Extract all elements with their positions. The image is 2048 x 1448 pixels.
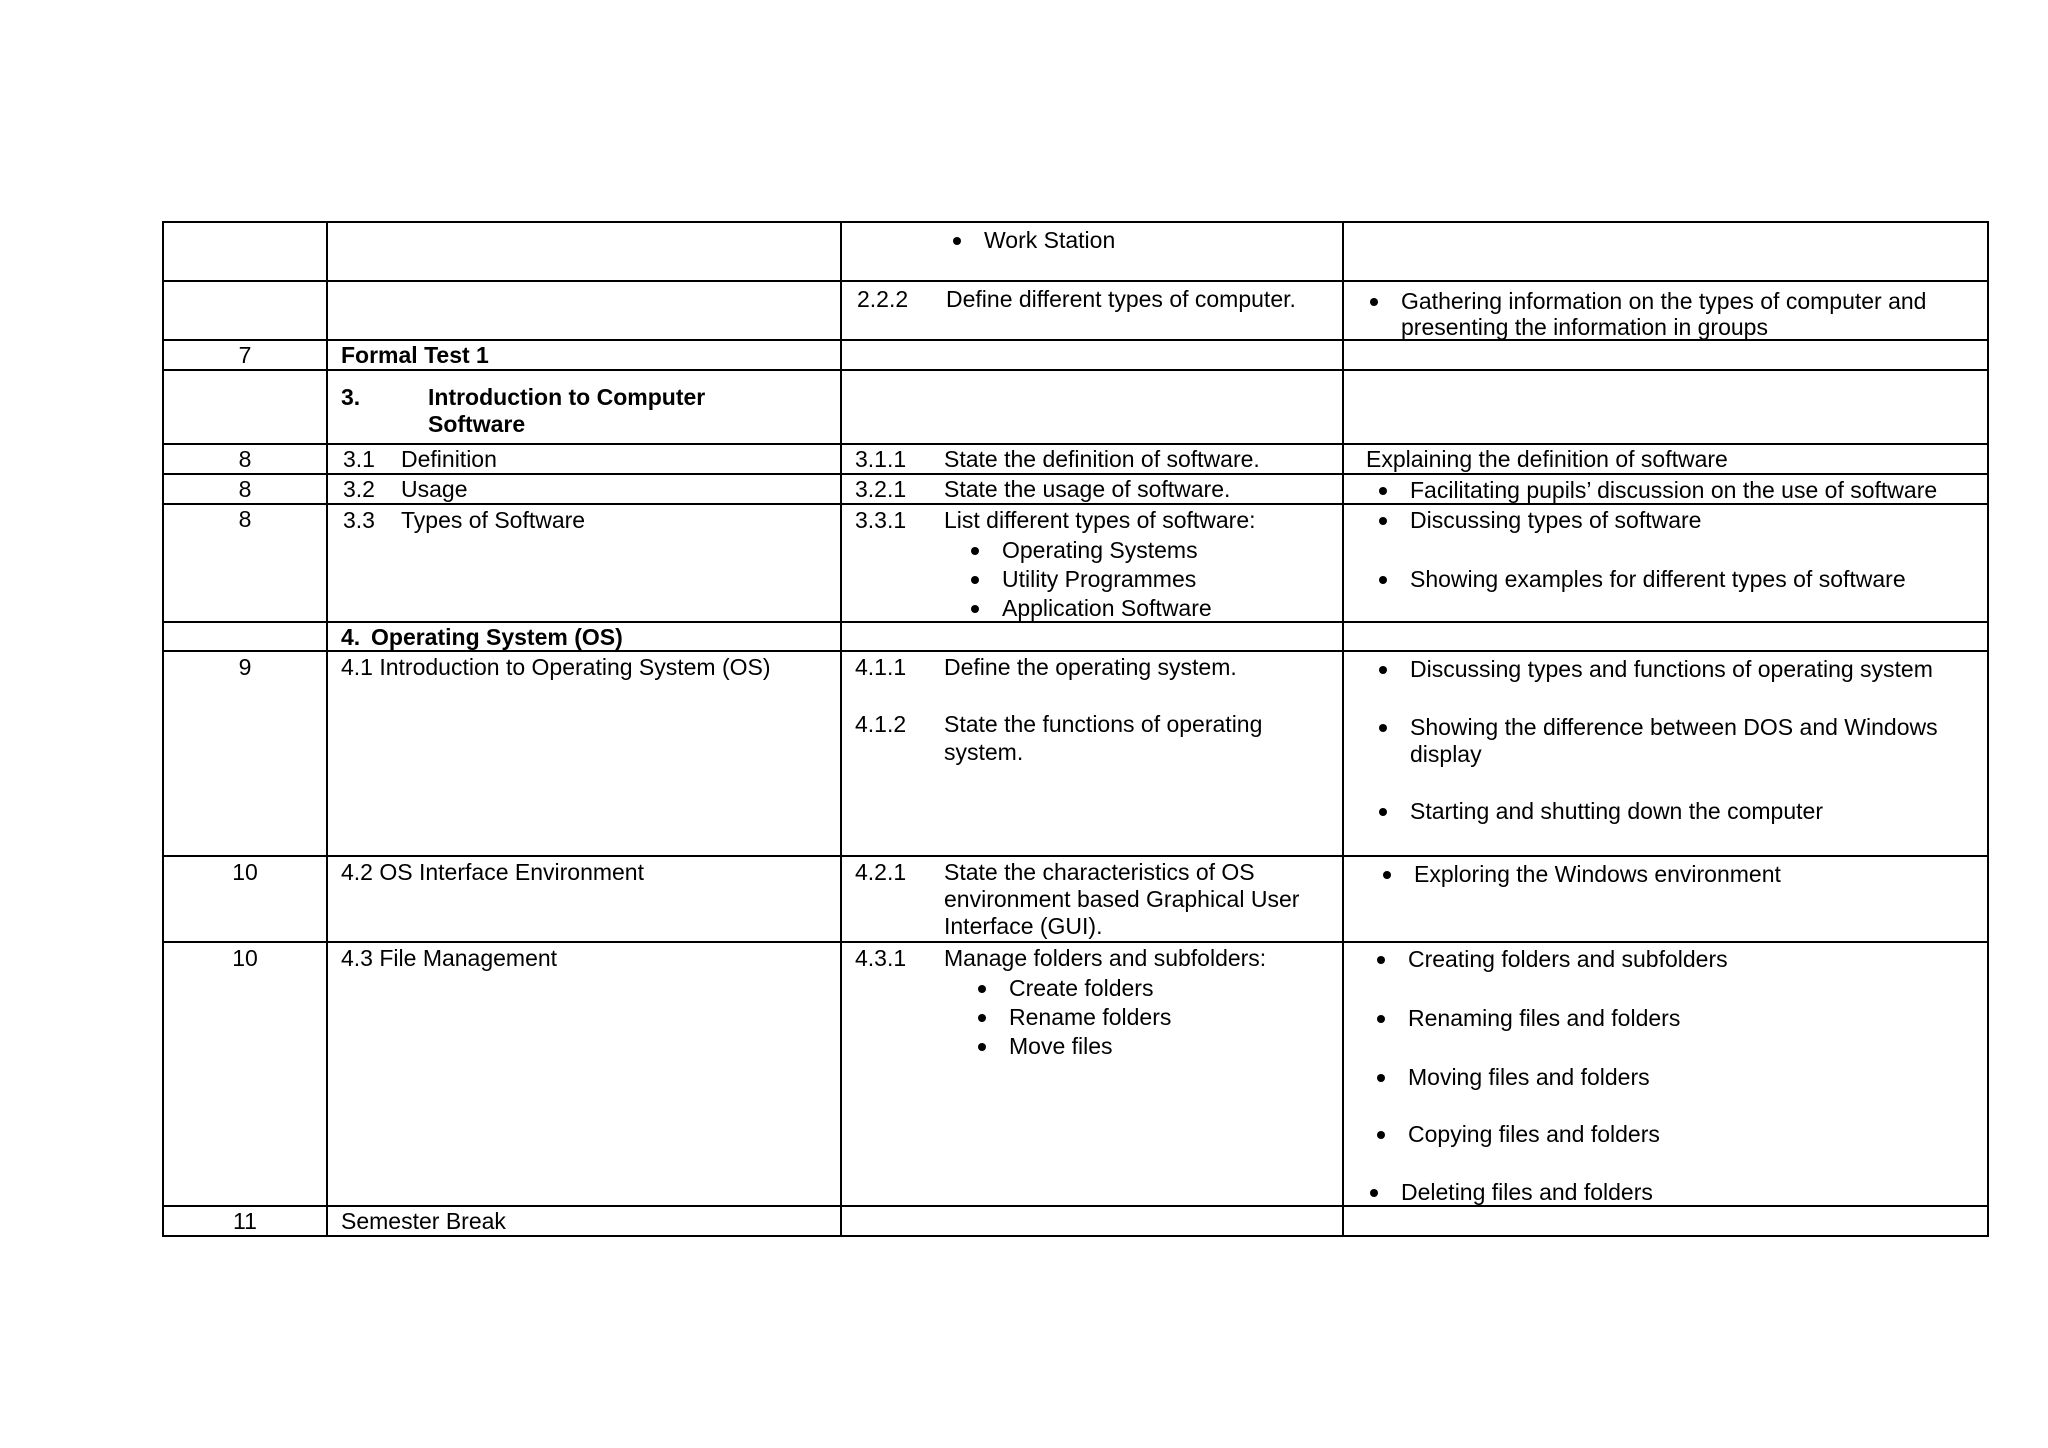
outcome-text: Define the operating system.	[944, 654, 1237, 680]
topic-cell	[327, 474, 841, 504]
outcome-text: State the functions of operating	[944, 711, 1263, 737]
week-number: 8	[238, 476, 252, 502]
topic-text: 4.2 OS Interface Environment	[341, 859, 644, 885]
topic-cell	[327, 444, 841, 474]
outcome-cell	[841, 370, 1343, 444]
topic-cell	[327, 340, 841, 370]
outcome-text: Define different types of computer.	[946, 286, 1296, 312]
table-row	[163, 622, 1988, 651]
activity-cell	[1343, 622, 1988, 651]
outcome-cell	[841, 622, 1343, 651]
activity-cell	[1343, 370, 1988, 444]
activity-bullet: Discussing types and functions of operating system	[1410, 656, 1933, 682]
activity-bullet: Moving files and folders	[1408, 1064, 1650, 1090]
activity-cell	[1343, 281, 1988, 340]
topic-cell	[327, 370, 841, 444]
outcome-bullet: Application Software	[1002, 595, 1212, 621]
activity-cell	[1343, 222, 1988, 281]
outcome-number: 3.3.1	[855, 507, 907, 533]
outcome-cell	[841, 856, 1343, 942]
outcome-number: 4.1.1	[855, 654, 907, 680]
outcome-bullet: Move files	[1009, 1033, 1113, 1059]
activity-bullet: Copying files and folders	[1408, 1121, 1660, 1147]
outcome-bullet: Utility Programmes	[1002, 566, 1197, 592]
activity-text: display	[1410, 741, 1482, 767]
topic-cell	[327, 856, 841, 942]
outcome-number: 4.2.1	[855, 859, 907, 885]
table-row	[163, 340, 1988, 370]
outcome-cell	[841, 504, 1343, 622]
activity-cell	[1343, 651, 1988, 856]
week-number: 7	[238, 342, 252, 368]
table-row	[163, 1206, 1988, 1236]
activity-cell	[1343, 474, 1988, 504]
activity-bullet: Gathering information on the types of computer and	[1401, 288, 1927, 314]
topic-text: Usage	[401, 476, 468, 502]
week-cell	[163, 281, 327, 340]
activity-text: presenting the information in groups	[1401, 314, 1768, 340]
outcome-text: State the characteristics of OS	[944, 859, 1255, 885]
week-number: 8	[238, 506, 252, 532]
activity-bullet: Exploring the Windows environment	[1414, 861, 1781, 887]
outcome-text: State the definition of software.	[944, 446, 1260, 472]
week-cell	[163, 474, 327, 504]
table-row	[163, 942, 1988, 1206]
topic-cell	[327, 1206, 841, 1236]
week-number: 9	[238, 654, 252, 680]
outcome-cell	[841, 222, 1343, 281]
activity-cell	[1343, 856, 1988, 942]
outcome-cell	[841, 444, 1343, 474]
topic-number: 3.	[341, 384, 361, 410]
week-cell	[163, 942, 327, 1206]
week-cell	[163, 504, 327, 622]
outcome-cell	[841, 651, 1343, 856]
outcome-cell	[841, 281, 1343, 340]
activity-bullet: Starting and shutting down the computer	[1410, 798, 1823, 824]
outcome-cell	[841, 942, 1343, 1206]
table-row	[163, 651, 1988, 856]
table-row	[163, 370, 1988, 444]
activity-cell	[1343, 1206, 1988, 1236]
week-cell	[163, 856, 327, 942]
topic-heading: Introduction to Computer	[428, 384, 706, 410]
topic-number: 4.	[341, 624, 361, 650]
topic-text: Types of Software	[401, 507, 586, 533]
table-row	[163, 222, 1988, 281]
outcome-cell	[841, 340, 1343, 370]
topic-text: Semester Break	[341, 1208, 506, 1234]
outcome-bullet: Work Station	[984, 227, 1116, 253]
week-number: 10	[232, 945, 258, 971]
topic-number: 3.2	[343, 476, 375, 502]
topic-text: 4.1 Introduction to Operating System (OS)	[341, 654, 771, 680]
topic-heading: Software	[428, 411, 526, 437]
topic-heading: Operating System (OS)	[371, 624, 623, 650]
topic-text: Formal Test 1	[341, 342, 489, 368]
activity-bullet: Creating folders and subfolders	[1408, 946, 1728, 972]
activity-cell	[1343, 942, 1988, 1206]
topic-cell	[327, 651, 841, 856]
activity-bullet: Showing examples for different types of software	[1410, 566, 1906, 592]
topic-number: 3.3	[343, 507, 375, 533]
activity-cell	[1343, 504, 1988, 622]
activity-bullet: Discussing types of software	[1410, 507, 1702, 533]
week-cell	[163, 1206, 327, 1236]
topic-cell	[327, 504, 841, 622]
activity-bullet: Renaming files and folders	[1408, 1005, 1681, 1031]
topic-cell	[327, 281, 841, 340]
table-row	[163, 856, 1988, 942]
week-cell	[163, 222, 327, 281]
week-number: 11	[233, 1208, 257, 1234]
week-number: 8	[238, 446, 252, 472]
activity-text: Explaining the definition of software	[1366, 446, 1728, 472]
week-cell	[163, 340, 327, 370]
outcome-text: system.	[944, 739, 1024, 765]
outcome-text: List different types of software:	[944, 507, 1256, 533]
outcome-number: 3.1.1	[855, 446, 907, 472]
table-row	[163, 504, 1988, 622]
outcome-text: environment based Graphical User	[944, 886, 1300, 912]
outcome-cell	[841, 1206, 1343, 1236]
week-cell	[163, 370, 327, 444]
week-number: 10	[232, 859, 258, 885]
outcome-bullet: Operating Systems	[1002, 537, 1198, 563]
activity-cell	[1343, 444, 1988, 474]
outcome-cell	[841, 474, 1343, 504]
outcome-text: Manage folders and subfolders:	[944, 945, 1267, 971]
outcome-number: 4.1.2	[855, 711, 907, 737]
activity-bullet: Facilitating pupils’ discussion on the use of software	[1410, 477, 1938, 503]
topic-cell	[327, 942, 841, 1206]
week-cell	[163, 651, 327, 856]
table-row	[163, 444, 1988, 474]
outcome-number: 3.2.1	[855, 476, 907, 502]
activity-cell	[1343, 340, 1988, 370]
outcome-bullet: Rename folders	[1009, 1004, 1172, 1030]
outcome-text: State the usage of software.	[944, 476, 1231, 502]
topic-cell	[327, 222, 841, 281]
week-cell	[163, 622, 327, 651]
outcome-bullet: Create folders	[1009, 975, 1154, 1001]
topic-text: Definition	[401, 446, 497, 472]
outcome-text: Interface (GUI).	[944, 913, 1103, 939]
table-row	[163, 281, 1988, 340]
topic-number: 3.1	[343, 446, 375, 472]
week-cell	[163, 444, 327, 474]
activity-bullet: Showing the difference between DOS and Windows	[1410, 714, 1938, 740]
topic-text: 4.3 File Management	[341, 945, 558, 971]
topic-cell	[327, 622, 841, 651]
scheme-of-work-table	[162, 221, 1989, 1237]
table-row	[163, 474, 1988, 504]
outcome-number: 4.3.1	[855, 945, 907, 971]
outcome-number: 2.2.2	[857, 286, 909, 312]
activity-bullet: Deleting files and folders	[1401, 1179, 1653, 1205]
